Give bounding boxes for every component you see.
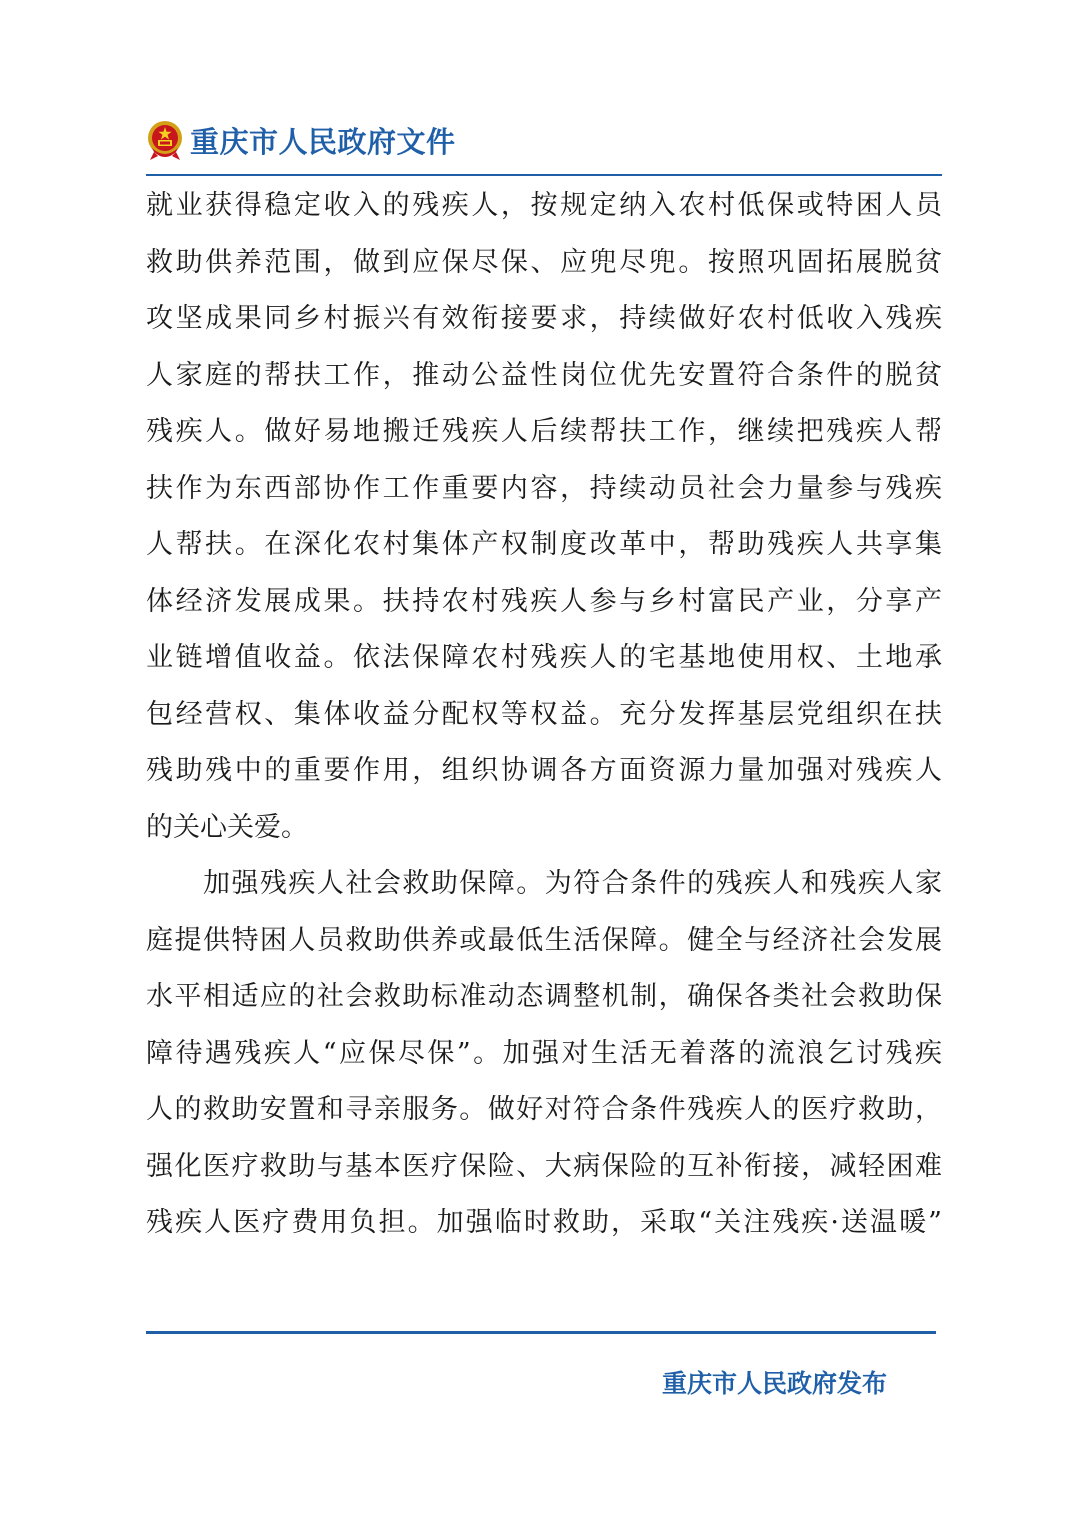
text-line: 扶作为东西部协作工作重要内容，持续动员社会力量参与残疾 (146, 472, 942, 504)
national-emblem-icon (146, 118, 184, 162)
text-line: 人帮扶。在深化农村集体产权制度改革中，帮助残疾人共享集 (146, 529, 942, 560)
text-line: 人家庭的帮扶工作，推动公益性岗位优先安置符合条件的脱贫 (146, 359, 942, 391)
text-line: 就业获得稳定收入的残疾人，按规定纳入农村低保或特困人员 (146, 190, 942, 221)
header-divider (146, 174, 942, 176)
text-line: 包经营权、集体收益分配权等权益。充分发挥基层党组织在扶 (146, 698, 942, 730)
document-header-title: 重庆市人民政府文件 (190, 124, 456, 159)
text-line: 庭提供特困人员救助供养或最低生活保障。健全与经济社会发展 (146, 924, 942, 956)
paragraph-2 (146, 856, 942, 1252)
text-line: 加强残疾人社会救助保障。为符合条件的残疾人和残疾人家 (146, 868, 942, 899)
text-line: 体经济发展成果。扶持农村残疾人参与乡村富民产业，分享产 (146, 585, 942, 617)
footer-publisher: 重庆市人民政府发布 (662, 1369, 888, 1398)
text-line: 残疾人医疗费用负担。加强临时救助，采取“关注残疾·送温暖” (146, 1207, 942, 1238)
text-line: 人的救助安置和寻亲服务。做好对符合条件残疾人的医疗救助， (146, 1094, 942, 1125)
text-line: 的关心关爱。 (146, 811, 308, 843)
text-line: 水平相适应的社会救助标准动态调整机制，确保各类社会救助保 (146, 981, 942, 1012)
document-header (146, 118, 456, 162)
text-line: 业链增值收益。依法保障农村残疾人的宅基地使用权、土地承 (146, 642, 942, 673)
footer-divider (146, 1331, 936, 1334)
text-line: 残疾人。做好易地搬迁残疾人后续帮扶工作，继续把残疾人帮 (146, 416, 942, 447)
text-line: 救助供养范围，做到应保尽保、应兜尽兜。按照巩固拓展脱贫 (146, 246, 942, 278)
paragraph-1 (146, 178, 942, 856)
text-line: 强化医疗救助与基本医疗保险、大病保险的互补衔接，减轻困难 (146, 1150, 942, 1182)
text-line: 障待遇残疾人“应保尽保”。加强对生活无着落的流浪乞讨残疾 (146, 1037, 942, 1069)
document-body (146, 178, 942, 1252)
text-line: 攻坚成果同乡村振兴有效衔接要求，持续做好农村低收入残疾 (146, 303, 942, 334)
text-line: 残助残中的重要作用，组织协调各方面资源力量加强对残疾人 (146, 755, 942, 786)
